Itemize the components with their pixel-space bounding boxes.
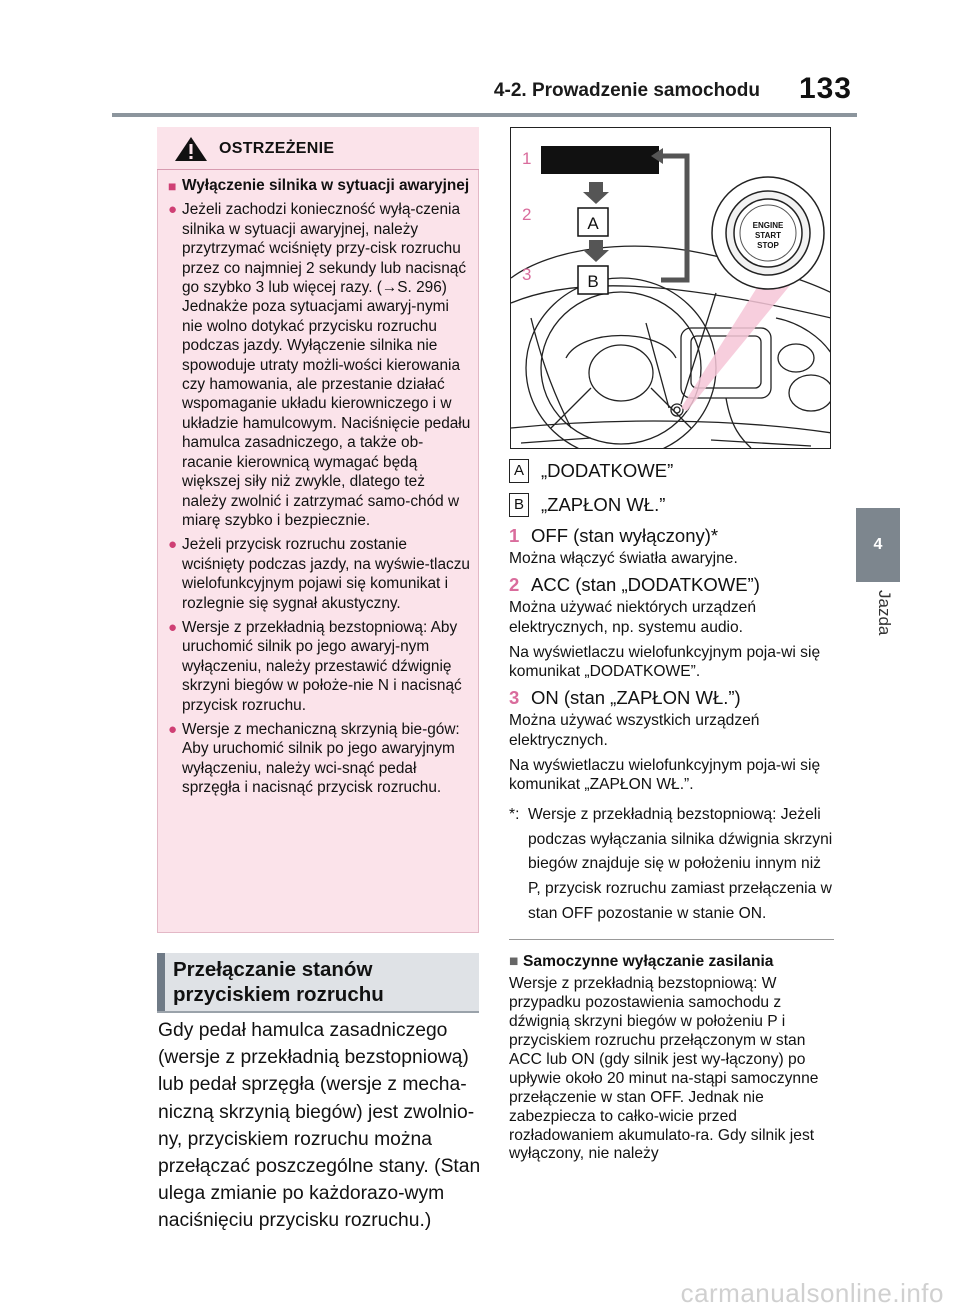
warning-header: [157, 127, 479, 170]
dot-bullet-icon: ●: [168, 536, 178, 554]
subsection-title: Samoczynne wyłączanie zasilania: [523, 952, 774, 970]
step-number: 1: [522, 149, 532, 168]
state-b-letter: B: [587, 272, 599, 291]
subsection-heading: [509, 952, 834, 971]
page-number: 133: [798, 72, 852, 105]
button-label-engine: ENGINE: [752, 221, 784, 230]
warning-title: OSTRZEŻENIE: [219, 140, 335, 157]
section-heading-line: przyciskiem rozruchu: [173, 983, 384, 1006]
state-description: Można używać wszystkich urządzeń elektrycznych.: [509, 712, 760, 749]
square-bullet-icon: ■: [509, 952, 519, 970]
section-paragraph: Gdy pedał hamulca zasadniczego (wersje z przekładnią bezstopniową) lub pedał sprzęgła (wersje z mecha-niczną skrzynią biegów) jest zwolnio-ny, przyciskiem rozruchu można przełączać poszczególne stany. (Stan ulega zmianie po każdorazo-wym naciśnięciu przycisku rozruchu.): [158, 1020, 481, 1232]
warning-item: [168, 200, 473, 530]
state-number: 1: [509, 525, 520, 546]
state-title: ON (stan „ZAPŁON WŁ.”): [531, 686, 741, 708]
right-column: [509, 458, 834, 1164]
subsection-rule: [509, 939, 834, 940]
state-heading: [509, 526, 834, 545]
state-a-letter: A: [587, 214, 599, 233]
warning-item: [168, 618, 473, 715]
footnote-text: Wersje z przekładnią bezstopniową: Jeżeli podczas wyłączania silnika dźwignia skrzyni biegów znajduje się w położeniu innym niż P, przycisk rozruchu zamiast przełączenia w stan OFF pozostanie w stanie ON.: [528, 805, 833, 923]
warning-item-text: Jeżeli przycisk rozruchu zostanie wciśnięty podczas jazdy, na wyświe-tlaczu wielofunkcyjnym pojawi się komunikat i rozlegnie się sygnał akustyczny.: [182, 536, 470, 612]
dot-bullet-icon: ●: [168, 720, 178, 738]
start-button-figure: [510, 127, 831, 449]
section-heading: [157, 953, 479, 1011]
square-bullet-icon: ■: [168, 178, 177, 194]
legend-key: B: [509, 493, 529, 517]
legend-key: A: [509, 459, 529, 483]
legend-text: „DODATKOWE”: [541, 460, 674, 482]
section-heading-line: Przełączanie stanów: [173, 958, 373, 981]
subsection-text: Wersje z przekładnią bezstopniową: W przypadku pozostawienia samochodu z dźwignią skrzyni biegów w położeniu P i przyciskiem rozruchu przełączonym w stan ACC lub ON (gdy silnik jest wy-łączony) po upływie około 20 minut na-stąpi samoczynne przełączenie w stan OFF. Jednak nie zabezpiecza to całko-wicie przed rozładowaniem akumulato-ra. Gdy silnik jest wyłączony, nie należy: [509, 975, 819, 1163]
step-number: 3: [522, 265, 532, 284]
state-description: Można używać niektórych urządzeń elektrycznych, np. systemu audio.: [509, 599, 757, 636]
button-label-start: START: [754, 231, 782, 240]
chapter-tab: 4: [856, 508, 900, 582]
legend-text: „ZAPŁON WŁ.”: [541, 494, 666, 516]
state-description: Na wyświetlaczu wielofunkcyjnym poja-wi się komunikat „DODATKOWE”.: [509, 644, 821, 681]
warning-triangle-icon: [174, 136, 208, 162]
legend-row: [509, 458, 834, 484]
dot-bullet-icon: ●: [168, 201, 178, 219]
dot-bullet-icon: ●: [168, 618, 178, 636]
header-rule: [112, 113, 857, 117]
warning-item-text: Jeżeli zachodzi konieczność wyłą-czenia silnika w sytuacji awaryjnej, należy przytrzymać wciśnięty przy-cisk rozruchu przez co najmniej 2 sekundy lub nacisnąć go szybko 3 lub więcej razy. (→S. 296) Jednakże poza sytuacjami awaryj-nymi nie wolno dotykać przycisku rozruchu podczas jazdy. Wyłączenie silnika nie spowoduje utraty możli-wości kierowania czy hamowania, ale przestanie działać wspomaganie układu kierowniczego i w układzie hamulcowym. Naciśnięcie pedału hamulca zasadniczego, a także ob-racanie kierownicą wymagać będą większej siły niż zwykle, dlatego też należy zwolnić i zatrzymać samo-chód w miarę szybko i bezpiecznie.: [182, 201, 471, 529]
state-title: OFF (stan wyłączony)*: [531, 525, 719, 546]
state-heading: [509, 688, 834, 707]
state-off-bar: [541, 146, 659, 174]
warning-body: [168, 176, 473, 803]
state-heading: [509, 575, 834, 594]
state-number: 3: [509, 686, 520, 708]
watermark: carmanualsonline.info: [680, 1278, 944, 1308]
warning-item: [168, 720, 473, 798]
warning-item: [168, 535, 473, 613]
section-title: 4-2. Prowadzenie samochodu: [493, 80, 760, 101]
section-heading-rule: [157, 1011, 479, 1013]
state-description: Można włączyć światła awaryjne.: [509, 550, 738, 568]
state-number: 2: [509, 573, 520, 595]
warning-subheading-text: Wyłączenie silnika w sytuacji awaryjnej: [182, 177, 470, 194]
footnote: [509, 803, 834, 927]
step-number: 2: [522, 205, 532, 224]
warning-item-text: Wersje z przekładnią bezstopniową: Aby uruchomić silnik po jego awaryj-nym wyłączeniu, należy przestawić dźwignię skrzyni biegów w położe-nie N i nacisnąć przycisk rozruchu.: [182, 618, 462, 714]
warning-subheading: [168, 176, 473, 196]
dashboard-illustration: [511, 128, 831, 449]
chapter-label: Jazda: [875, 590, 894, 636]
warning-item-text: Wersje z mechaniczną skrzynią bie-gów: Aby uruchomić silnik po jego awaryjnym wyłączeniu, należy wci-snąć pedał sprzęgła i nacisnąć przycisk rozruchu.: [182, 720, 460, 797]
legend-row: [509, 492, 834, 518]
footnote-mark: *:: [509, 805, 520, 823]
button-label-stop: STOP: [757, 241, 779, 250]
state-description: Na wyświetlaczu wielofunkcyjnym poja-wi się komunikat „ZAPŁON WŁ.”.: [509, 757, 821, 794]
state-title: ACC (stan „DODATKOWE”): [531, 573, 760, 595]
